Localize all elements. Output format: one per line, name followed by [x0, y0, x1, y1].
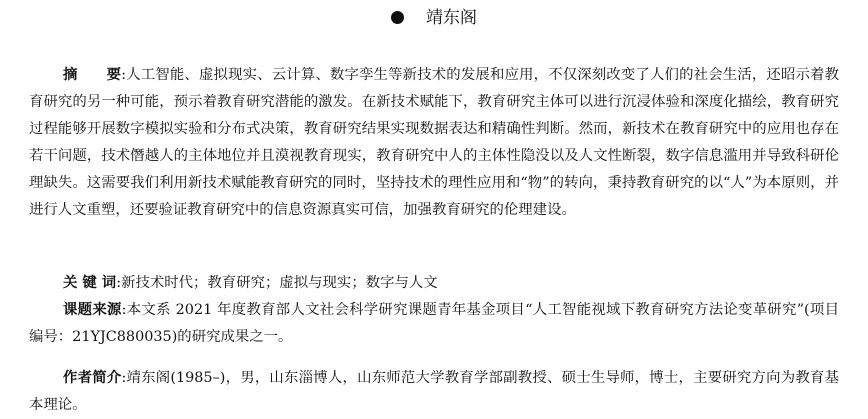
project-source-label: 课题来源 [63, 302, 122, 318]
project-source-separator: : [121, 302, 127, 318]
author-name: 靖东阁 [426, 8, 477, 28]
keywords-separator: : [116, 275, 122, 291]
author-byline [0, 6, 868, 30]
project-source-text: 本文系 2021 年度教育部人文社会科学研究课题青年基金项目“人工智能视域下教育研究方法论变革研究”(项目编号：21YJC880035)的研究成果之一。 [29, 302, 839, 346]
abstract-separator: : [121, 67, 127, 83]
keywords-text: 新技术时代；教育研究；虚拟与现实；数字与人文 [121, 275, 438, 291]
author-bio-separator: : [121, 370, 127, 386]
author-bio-text: 靖东阁(1985–)，男，山东淄博人，山东师范大学教育学部副教授、硕士生导师，博士，主要研究方向为教育基本理论。 [29, 370, 839, 414]
black-circle-icon [391, 11, 404, 24]
project-source-block [29, 297, 839, 351]
author-bio-block [29, 365, 839, 419]
abstract-label: 摘 要 [63, 67, 122, 83]
author-bio-label: 作者简介 [63, 370, 122, 386]
keywords-block [29, 270, 839, 297]
abstract-text: 人工智能、虚拟现实、云计算、数字孪生等新技术的发展和应用，不仅深刻改变了人们的社会生活，还昭示着教育研究的另一种可能，预示着教育研究潜能的激发。在新技术赋能下，教育研究主体可以进行沉浸体验和深度化描绘，教育研究过程能够开展数字模拟实验和分布式决策，教育研究结果实现数据表达和精确性判断。然而，新技术在教育研究中的应用也存在若干问题，技术僭越人的主体地位并且漠视教育现实，教育研究中人的主体性隐没以及人文性断裂，数字信息滥用并导致科研伦理缺失。这需要我们利用新技术赋能教育研究的同时，坚持技术的理性应用和“物”的转向，秉持教育研究的以“人”为本原则，并进行人文重塑，还要验证教育研究中的信息资源真实可信，加强教育研究的伦理建设。 [29, 67, 839, 219]
keywords-label: 关 键 词 [63, 275, 117, 291]
abstract-block [29, 62, 839, 225]
